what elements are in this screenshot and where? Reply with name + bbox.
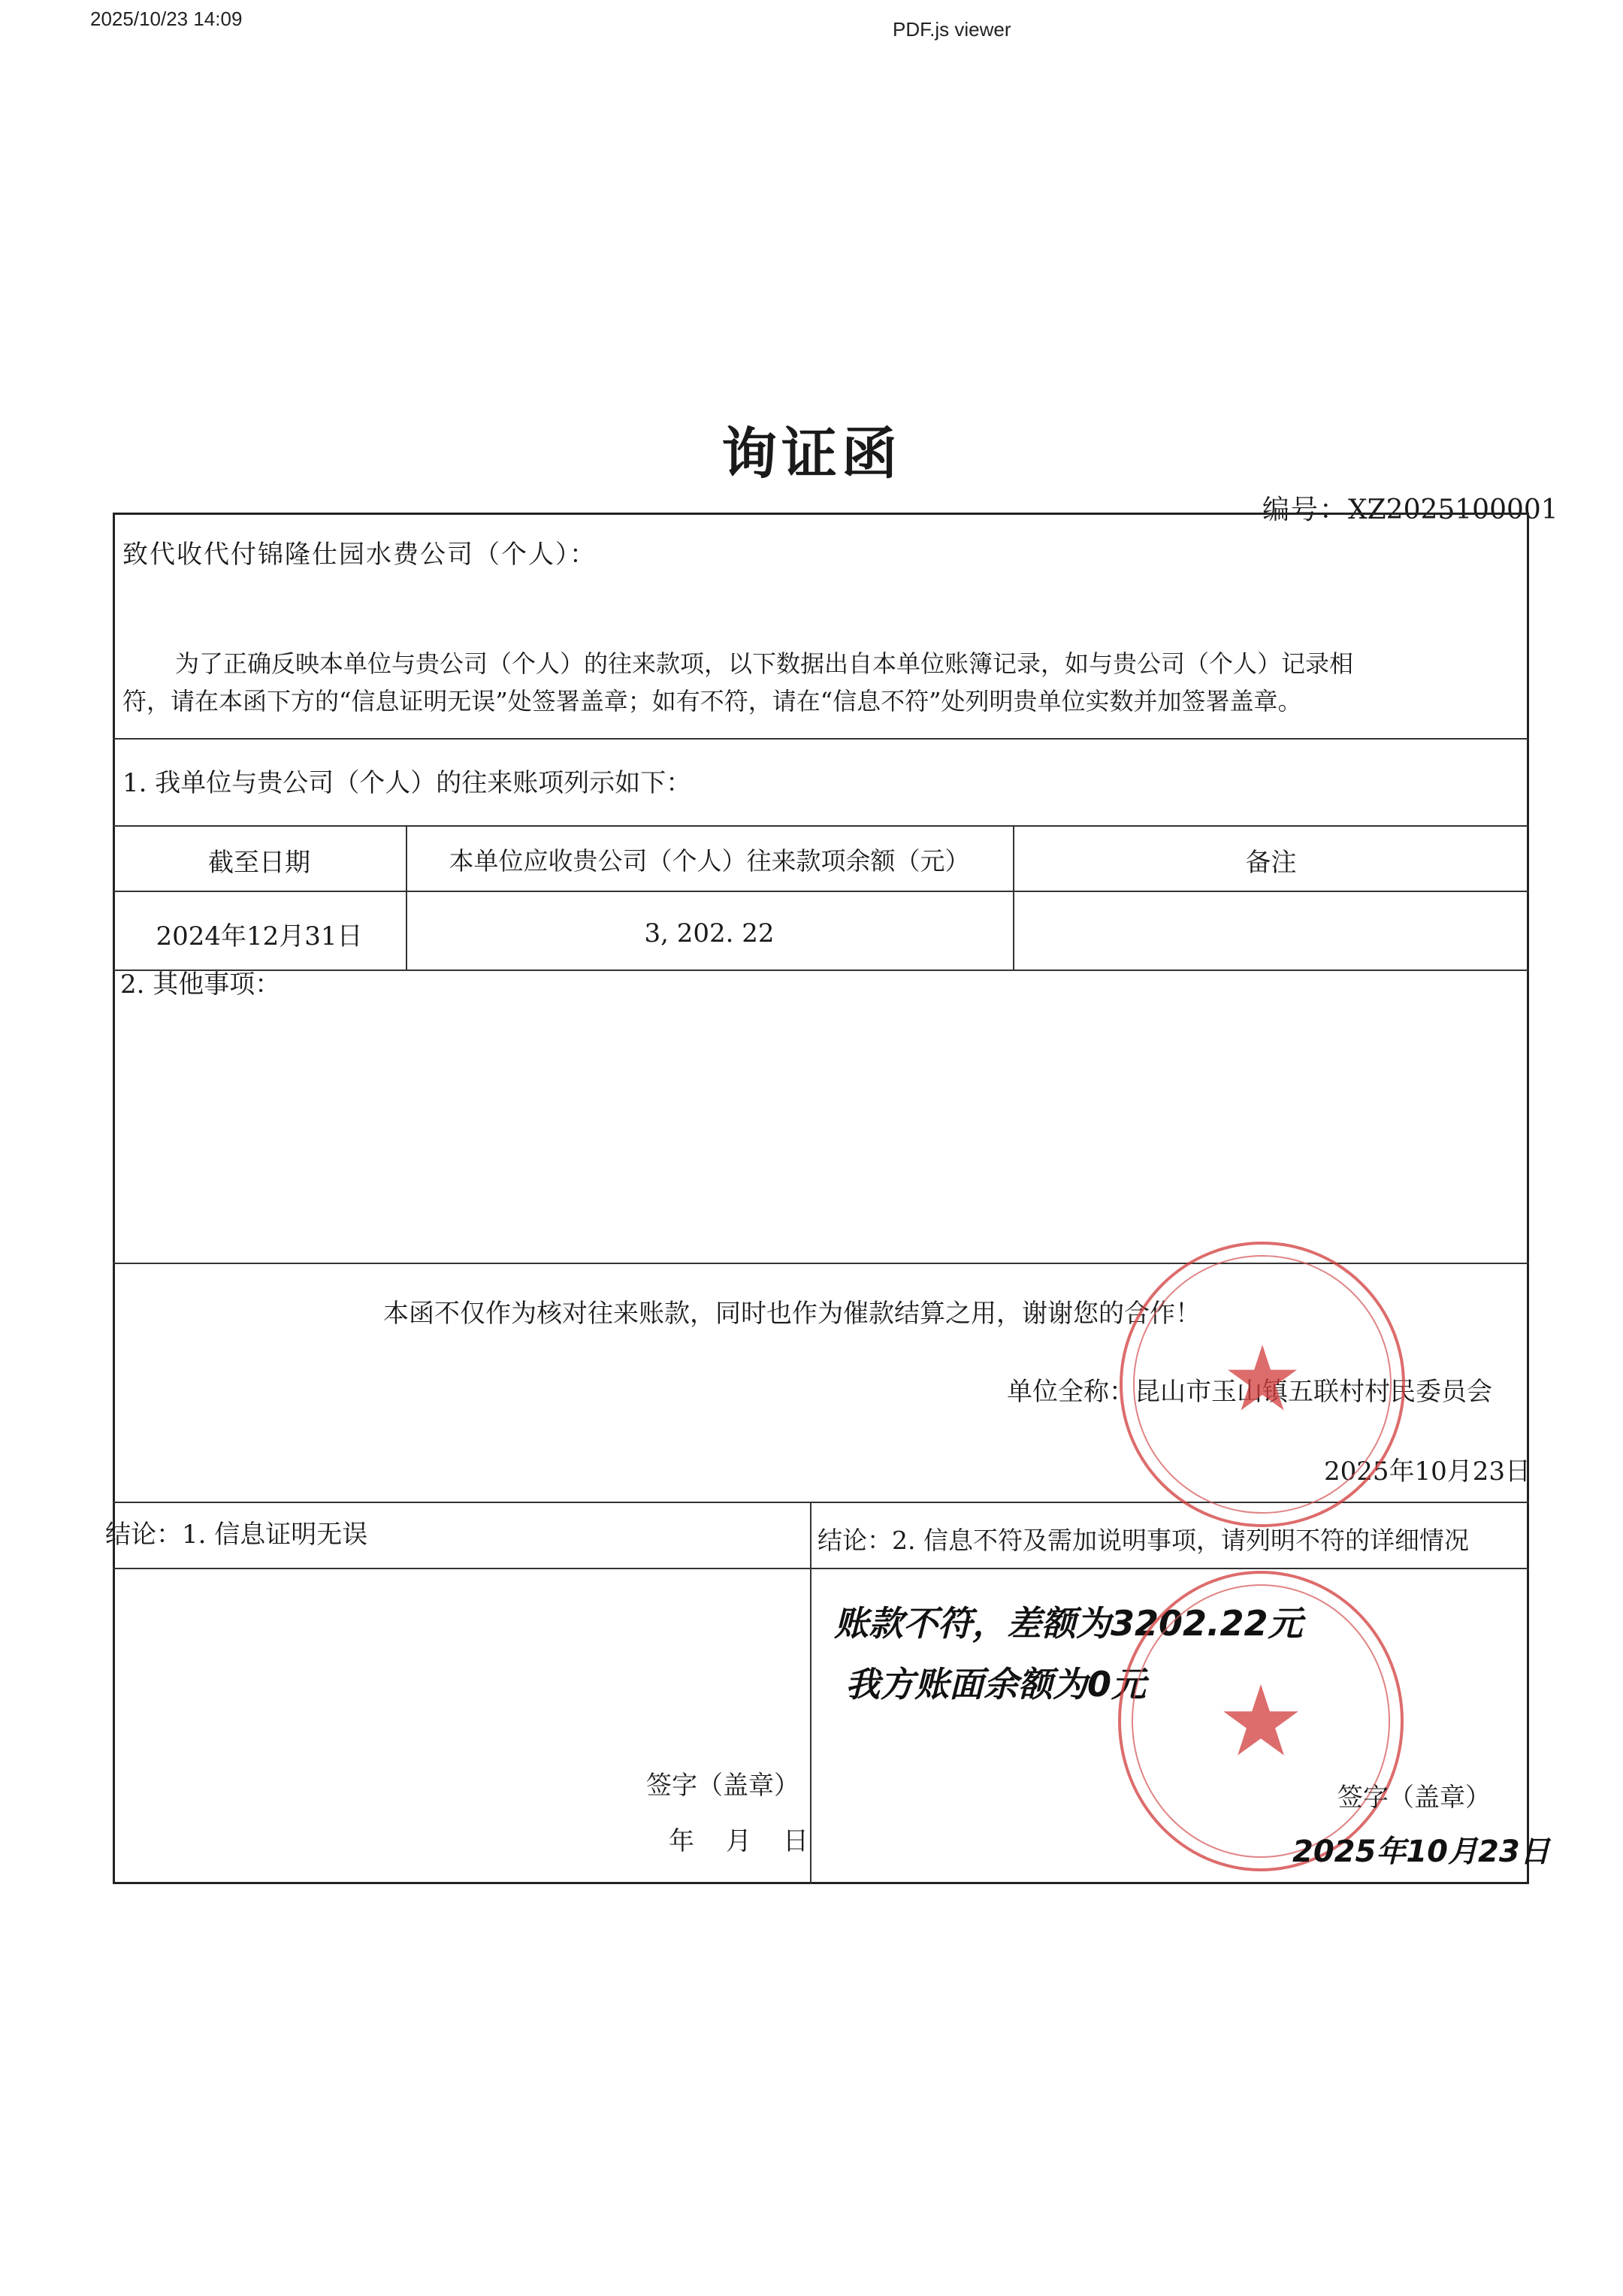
right-sign-label: 签字（盖章） <box>1337 1783 1491 1813</box>
conclusion-right-label: 结论：2. 信息不符及需加说明事项，请列明不符的详细情况 <box>818 1526 1469 1555</box>
intro-line-2: 符，请在本函下方的“信息证明无误”处签署盖章；如有不符，请在“信息不符”处列明贵单位实数并加签署盖章。 <box>122 687 1302 715</box>
divider-table-top <box>113 825 1529 827</box>
table-cell-amount: 3, 202. 22 <box>644 918 775 948</box>
intro-line-1: 为了正确反映本单位与贵公司（个人）的往来款项，以下数据出自本单位账簿记录，如与贵公司（个人）记录相 <box>175 649 1354 678</box>
table-header-date: 截至日期 <box>208 848 310 878</box>
divider-table-bottom <box>113 970 1529 971</box>
viewer-title: PDF.js viewer <box>893 18 1011 41</box>
seal-star-icon: ★ <box>1216 1664 1305 1778</box>
document-title: 询证函 <box>721 422 902 486</box>
divider-table-header <box>113 891 1529 892</box>
handwritten-sign-date: 2025年10月23日 <box>1292 1835 1550 1869</box>
unit-seal <box>1120 1242 1405 1527</box>
addressee: 致代收代付锦隆仕园水费公司（个人）： <box>122 540 597 570</box>
section1-heading: 1. 我单位与贵公司（个人）的往来账项列示如下： <box>122 768 692 798</box>
document-number-value: XZ2025100001 <box>1348 495 1558 525</box>
table-header-amount: 本单位应收贵公司（个人）往来款项余额（元） <box>449 846 970 876</box>
table-cell-date: 2024年12月31日 <box>156 921 363 951</box>
handwritten-note-1: 账款不符，差额为3202.22元 <box>834 1603 1303 1644</box>
seal-star-icon: ★ <box>1222 1327 1303 1432</box>
unit-name: 昆山市玉山镇五联村村民委员会 <box>1135 1377 1492 1407</box>
handwritten-note-2: 我方账面余额为0元 <box>845 1664 1147 1705</box>
print-header <box>0 8 1623 41</box>
divider-after-intro <box>113 738 1529 740</box>
unit-label: 单位全称： <box>1007 1377 1135 1407</box>
section2-heading: 2. 其他事项： <box>120 970 281 1000</box>
closing-note: 本函不仅作为核对往来账款，同时也作为催款结算之用，谢谢您的合作！ <box>383 1299 1201 1329</box>
left-sign-label: 签字（盖章） <box>646 1771 799 1801</box>
left-date-label: 年 月 日 <box>669 1826 812 1856</box>
document-number-label: 编号： <box>1262 495 1349 525</box>
divider-conclusion-header <box>113 1568 1529 1569</box>
table-header-note: 备注 <box>1245 848 1297 878</box>
intro-paragraph <box>122 645 1520 720</box>
issue-date: 2025年10月23日 <box>1324 1457 1531 1487</box>
cooperative-seal <box>1118 1571 1404 1871</box>
print-timestamp: 2025/10/23 14:09 <box>90 8 243 30</box>
conclusion-left-label: 结论：1. 信息证明无误 <box>105 1520 368 1550</box>
